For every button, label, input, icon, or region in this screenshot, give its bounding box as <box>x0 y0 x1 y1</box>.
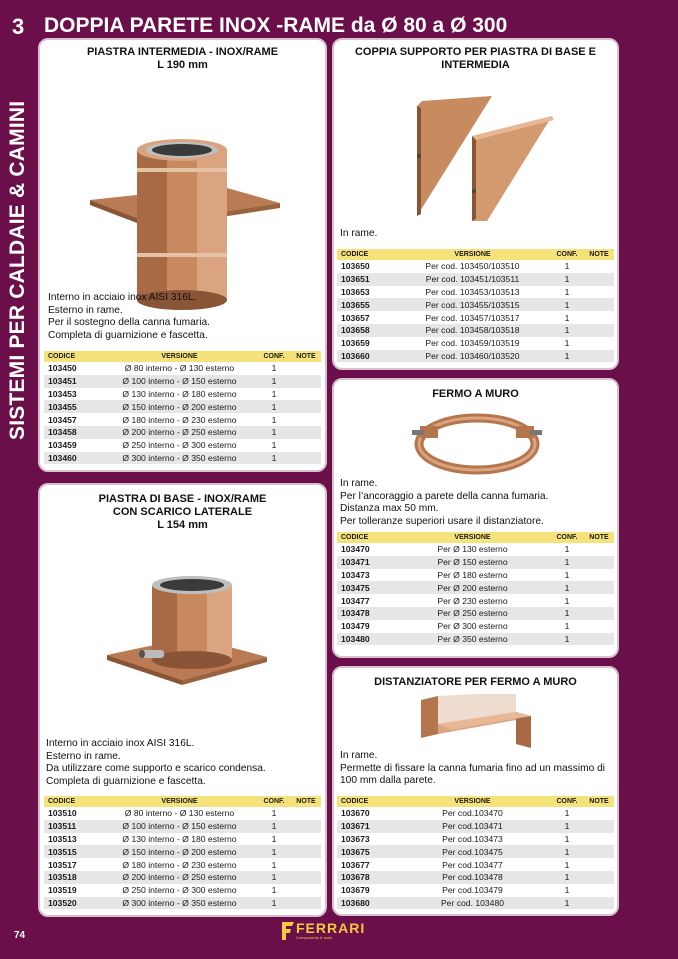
cell-note <box>584 820 614 833</box>
description-line: In rame. <box>340 750 378 761</box>
cell-note <box>291 833 321 846</box>
header-code: CODICE <box>337 249 395 260</box>
cell-code: 103455 <box>44 400 102 413</box>
description-line: Da utilizzare come supporto e scarico condensa. <box>46 763 266 774</box>
cell-version: Ø 130 interno - Ø 180 esterno <box>102 388 257 401</box>
cell-version: Per Ø 200 esterno <box>395 581 550 594</box>
cell-code: 103457 <box>44 413 102 426</box>
cell-note <box>584 324 614 337</box>
header-code: CODICE <box>337 532 395 543</box>
card-title: COPPIA SUPPORTO PER PIASTRA DI BASE E <box>354 46 597 58</box>
card-title: DISTANZIATORE PER FERMO A MURO <box>374 676 577 688</box>
cell-version: Ø 200 interno - Ø 250 esterno <box>102 871 257 884</box>
cell-conf: 1 <box>257 845 291 858</box>
product-card-piastra-di-base <box>38 483 327 917</box>
header-note: NOTE <box>291 796 321 807</box>
cell-code: 103677 <box>337 858 395 871</box>
table-row <box>337 884 614 897</box>
header-version: VERSIONE <box>395 249 550 260</box>
cell-conf: 1 <box>550 594 584 607</box>
cell-note <box>291 375 321 388</box>
product-image-base-plate <box>102 575 272 705</box>
cell-note <box>584 543 614 556</box>
cell-conf: 1 <box>550 833 584 846</box>
cell-note <box>584 633 614 646</box>
cell-version: Ø 150 interno - Ø 200 esterno <box>102 845 257 858</box>
cell-conf: 1 <box>257 884 291 897</box>
spec-table <box>337 249 614 362</box>
cell-version: Ø 180 interno - Ø 230 esterno <box>102 858 257 871</box>
spec-table <box>337 532 614 645</box>
cell-note <box>584 807 614 820</box>
brand-tagline: Components & tools <box>296 935 333 940</box>
cell-note <box>584 581 614 594</box>
cell-note <box>584 845 614 858</box>
cell-version: Per cod. 103460/103520 <box>395 350 550 363</box>
table-row <box>44 884 321 897</box>
cell-conf: 1 <box>257 400 291 413</box>
cell-version: Per cod. 103455/103515 <box>395 298 550 311</box>
cell-version: Ø 300 interno - Ø 350 esterno <box>102 452 257 465</box>
header-note: NOTE <box>291 351 321 362</box>
brand-logo <box>282 921 372 943</box>
cell-code: 103659 <box>337 337 395 350</box>
cell-code: 103477 <box>337 594 395 607</box>
cell-note <box>584 298 614 311</box>
cell-note <box>291 884 321 897</box>
header-note: NOTE <box>584 249 614 260</box>
cell-code: 103451 <box>44 375 102 388</box>
cell-code: 103471 <box>337 556 395 569</box>
header-note: NOTE <box>584 532 614 543</box>
cell-code: 103653 <box>337 286 395 299</box>
description-line: Per il sostegno della canna fumaria. <box>48 317 210 328</box>
side-title: SISTEMI PER CALDAIE & CAMINI <box>6 100 29 440</box>
table-row <box>44 375 321 388</box>
table-row <box>337 633 614 646</box>
cell-version: Per cod.103475 <box>395 845 550 858</box>
cell-conf: 1 <box>257 871 291 884</box>
cell-version: Per cod. 103453/103513 <box>395 286 550 299</box>
product-image-wall-clamp <box>412 404 542 476</box>
cell-note <box>291 452 321 465</box>
spec-table <box>44 351 321 464</box>
section-number: 3 <box>12 14 25 39</box>
table-row <box>337 311 614 324</box>
cell-code: 103480 <box>337 633 395 646</box>
table-row <box>337 273 614 286</box>
cell-version: Per Ø 250 esterno <box>395 607 550 620</box>
cell-conf: 1 <box>550 581 584 594</box>
table-row <box>337 569 614 582</box>
cell-conf: 1 <box>550 543 584 556</box>
cell-version: Per cod. 103450/103510 <box>395 260 550 273</box>
cell-note <box>291 439 321 452</box>
cell-code: 103460 <box>44 452 102 465</box>
cell-version: Per Ø 350 esterno <box>395 633 550 646</box>
cell-conf: 1 <box>550 298 584 311</box>
table-row <box>44 845 321 858</box>
cell-code: 103518 <box>44 871 102 884</box>
cell-note <box>584 620 614 633</box>
cell-version: Per Ø 180 esterno <box>395 569 550 582</box>
cell-note <box>291 362 321 375</box>
cell-version: Per Ø 130 esterno <box>395 543 550 556</box>
cell-code: 103675 <box>337 845 395 858</box>
cell-code: 103478 <box>337 607 395 620</box>
cell-note <box>291 400 321 413</box>
cell-version: Ø 80 interno - Ø 130 esterno <box>102 362 257 375</box>
cell-version: Per cod.103477 <box>395 858 550 871</box>
cell-version: Per cod. 103457/103517 <box>395 311 550 324</box>
header-code: CODICE <box>44 351 102 362</box>
product-image-intermediate-plate <box>85 128 285 313</box>
cell-version: Per cod.103471 <box>395 820 550 833</box>
description-line: Esterno in rame. <box>48 304 123 316</box>
cell-note <box>291 897 321 910</box>
header-conf: CONF. <box>550 532 584 543</box>
cell-version: Per cod.103470 <box>395 807 550 820</box>
product-image-support-brackets <box>412 96 562 226</box>
cell-conf: 1 <box>257 426 291 439</box>
cell-version: Ø 200 interno - Ø 250 esterno <box>102 426 257 439</box>
cell-note <box>584 311 614 324</box>
cell-note <box>291 413 321 426</box>
table-row <box>337 556 614 569</box>
table-row <box>44 897 321 910</box>
cell-conf: 1 <box>257 897 291 910</box>
cell-note <box>584 273 614 286</box>
header-note: NOTE <box>584 796 614 807</box>
cell-code: 103655 <box>337 298 395 311</box>
cell-conf: 1 <box>550 337 584 350</box>
cell-version: Ø 130 interno - Ø 180 esterno <box>102 833 257 846</box>
card-subtitle: L 154 mm <box>157 519 208 531</box>
table-row <box>44 439 321 452</box>
cell-conf: 1 <box>550 845 584 858</box>
cell-version: Per cod.103473 <box>395 833 550 846</box>
cell-version: Ø 100 interno - Ø 150 esterno <box>102 820 257 833</box>
cell-note <box>584 350 614 363</box>
cell-code: 103660 <box>337 350 395 363</box>
description-line: Permette di fissare la canna fumaria fino ad un massimo di <box>340 762 605 774</box>
cell-note <box>584 884 614 897</box>
page-title: DOPPIA PARETE INOX -RAME da Ø 80 a Ø 300 <box>44 14 508 37</box>
cell-code: 103453 <box>44 388 102 401</box>
table-row <box>44 413 321 426</box>
cell-code: 103658 <box>337 324 395 337</box>
cell-note <box>584 556 614 569</box>
cell-conf: 1 <box>257 375 291 388</box>
table-row <box>337 286 614 299</box>
header-code: CODICE <box>44 796 102 807</box>
header-conf: CONF. <box>550 796 584 807</box>
header-conf: CONF. <box>550 249 584 260</box>
cell-note <box>584 260 614 273</box>
cell-code: 103475 <box>337 581 395 594</box>
cell-version: Ø 80 interno - Ø 130 esterno <box>102 807 257 820</box>
cell-note <box>584 858 614 871</box>
header-version: VERSIONE <box>102 351 257 362</box>
card-subtitle: L 190 mm <box>157 59 208 71</box>
cell-version: Per Ø 150 esterno <box>395 556 550 569</box>
table-row <box>337 620 614 633</box>
cell-conf: 1 <box>257 362 291 375</box>
cell-conf: 1 <box>550 556 584 569</box>
cell-code: 103679 <box>337 884 395 897</box>
cell-version: Per cod. 103459/103519 <box>395 337 550 350</box>
cell-code: 103470 <box>337 543 395 556</box>
cell-note <box>291 858 321 871</box>
product-card-fermo-a-muro <box>332 378 619 658</box>
table-row <box>337 897 614 910</box>
description-line: Interno in acciaio inox AISI 316L. <box>46 738 195 749</box>
ferrari-f-icon <box>282 922 294 940</box>
cell-code: 103670 <box>337 807 395 820</box>
cell-note <box>584 607 614 620</box>
cell-conf: 1 <box>550 311 584 324</box>
description-line: In rame. <box>340 478 378 489</box>
description-line: Distanza max 50 mm. <box>340 503 439 514</box>
cell-version: Ø 180 interno - Ø 230 esterno <box>102 413 257 426</box>
description-line: Completa di guarnizione e fascetta. <box>46 775 206 787</box>
spec-table <box>44 796 321 909</box>
header-version: VERSIONE <box>395 532 550 543</box>
cell-conf: 1 <box>550 273 584 286</box>
cell-conf: 1 <box>550 858 584 871</box>
cell-conf: 1 <box>257 439 291 452</box>
table-row <box>44 388 321 401</box>
cell-conf: 1 <box>257 807 291 820</box>
cell-version: Per Ø 230 esterno <box>395 594 550 607</box>
cell-conf: 1 <box>550 897 584 910</box>
card-subtitle: CON SCARICO LATERALE <box>112 506 253 518</box>
table-row <box>337 871 614 884</box>
spec-table <box>337 796 614 909</box>
cell-version: Per cod. 103480 <box>395 897 550 910</box>
cell-code: 103671 <box>337 820 395 833</box>
cell-conf: 1 <box>550 324 584 337</box>
cell-note <box>584 286 614 299</box>
cell-code: 103479 <box>337 620 395 633</box>
description-line: Completa di guarnizione e fascetta. <box>48 329 208 341</box>
cell-version: Ø 250 interno - Ø 300 esterno <box>102 884 257 897</box>
table-row <box>337 581 614 594</box>
table-row <box>44 452 321 465</box>
cell-version: Per cod.103479 <box>395 884 550 897</box>
cell-note <box>584 594 614 607</box>
cell-code: 103519 <box>44 884 102 897</box>
cell-version: Per cod.103478 <box>395 871 550 884</box>
table-row <box>44 362 321 375</box>
description-line: Esterno in rame. <box>46 750 121 762</box>
table-row <box>44 820 321 833</box>
cell-conf: 1 <box>257 388 291 401</box>
table-row <box>337 807 614 820</box>
cell-code: 103673 <box>337 833 395 846</box>
cell-conf: 1 <box>550 569 584 582</box>
table-row <box>337 833 614 846</box>
cell-conf: 1 <box>550 871 584 884</box>
cell-code: 103513 <box>44 833 102 846</box>
card-subtitle: INTERMEDIA <box>441 59 510 71</box>
cell-code: 103657 <box>337 311 395 324</box>
cell-version: Per cod. 103451/103511 <box>395 273 550 286</box>
cell-conf: 1 <box>257 820 291 833</box>
cell-conf: 1 <box>550 260 584 273</box>
cell-note <box>291 426 321 439</box>
cell-version: Per cod. 103458/103518 <box>395 324 550 337</box>
cell-version: Ø 300 interno - Ø 350 esterno <box>102 897 257 910</box>
cell-code: 103511 <box>44 820 102 833</box>
cell-code: 103517 <box>44 858 102 871</box>
cell-conf: 1 <box>257 413 291 426</box>
card-title: FERMO A MURO <box>432 388 519 400</box>
table-row <box>44 858 321 871</box>
page-number: 74 <box>14 930 26 941</box>
table-row <box>44 426 321 439</box>
cell-code: 103450 <box>44 362 102 375</box>
cell-version: Ø 250 interno - Ø 300 esterno <box>102 439 257 452</box>
cell-code: 103680 <box>337 897 395 910</box>
table-row <box>337 350 614 363</box>
card-title: PIASTRA DI BASE - INOX/RAME <box>98 493 267 505</box>
table-row <box>337 820 614 833</box>
cell-version: Ø 150 interno - Ø 200 esterno <box>102 400 257 413</box>
cell-code: 103458 <box>44 426 102 439</box>
cell-code: 103510 <box>44 807 102 820</box>
description-line: Per tolleranze superiori usare il distanziatore. <box>340 515 544 527</box>
table-row <box>44 833 321 846</box>
product-image-spacer <box>416 694 536 750</box>
cell-note <box>584 897 614 910</box>
cell-note <box>584 337 614 350</box>
table-row <box>337 324 614 337</box>
description-line: Interno in acciaio inox AISI 316L. <box>48 292 197 303</box>
table-row <box>337 298 614 311</box>
table-row <box>337 845 614 858</box>
header-version: VERSIONE <box>395 796 550 807</box>
cell-conf: 1 <box>550 286 584 299</box>
cell-conf: 1 <box>550 620 584 633</box>
cell-conf: 1 <box>550 607 584 620</box>
cell-code: 103678 <box>337 871 395 884</box>
cell-conf: 1 <box>550 807 584 820</box>
header-conf: CONF. <box>257 351 291 362</box>
table-row <box>44 871 321 884</box>
cell-conf: 1 <box>550 884 584 897</box>
cell-conf: 1 <box>550 820 584 833</box>
product-card-distanziatore <box>332 666 619 916</box>
cell-note <box>291 820 321 833</box>
header-code: CODICE <box>337 796 395 807</box>
cell-version: Per Ø 300 esterno <box>395 620 550 633</box>
cell-note <box>291 845 321 858</box>
cell-conf: 1 <box>257 452 291 465</box>
header-conf: CONF. <box>257 796 291 807</box>
table-row <box>337 607 614 620</box>
brand-name: FERRARI <box>296 920 366 936</box>
cell-conf: 1 <box>257 858 291 871</box>
cell-conf: 1 <box>550 633 584 646</box>
cell-conf: 1 <box>257 833 291 846</box>
cell-code: 103520 <box>44 897 102 910</box>
card-title: PIASTRA INTERMEDIA - INOX/RAME <box>86 46 279 58</box>
table-row <box>337 337 614 350</box>
cell-note <box>584 569 614 582</box>
cell-code: 103651 <box>337 273 395 286</box>
cell-note <box>291 807 321 820</box>
cell-code: 103473 <box>337 569 395 582</box>
cell-conf: 1 <box>550 350 584 363</box>
table-row <box>337 594 614 607</box>
description-line: 100 mm dalla parete. <box>340 775 436 786</box>
table-row <box>337 858 614 871</box>
description-line: Per l’ancoraggio a parete della canna fumaria. <box>340 490 549 502</box>
cell-note <box>291 871 321 884</box>
table-row <box>44 807 321 820</box>
product-card-piastra-intermedia <box>38 38 327 472</box>
table-row <box>337 543 614 556</box>
table-row <box>337 260 614 273</box>
table-row <box>44 400 321 413</box>
cell-code: 103459 <box>44 439 102 452</box>
cell-code: 103515 <box>44 845 102 858</box>
cell-note <box>291 388 321 401</box>
cell-version: Ø 100 interno - Ø 150 esterno <box>102 375 257 388</box>
product-card-coppia-supporto <box>332 38 619 370</box>
cell-code: 103650 <box>337 260 395 273</box>
header-version: VERSIONE <box>102 796 257 807</box>
description-line: In rame. <box>340 228 378 239</box>
cell-note <box>584 833 614 846</box>
cell-note <box>584 871 614 884</box>
